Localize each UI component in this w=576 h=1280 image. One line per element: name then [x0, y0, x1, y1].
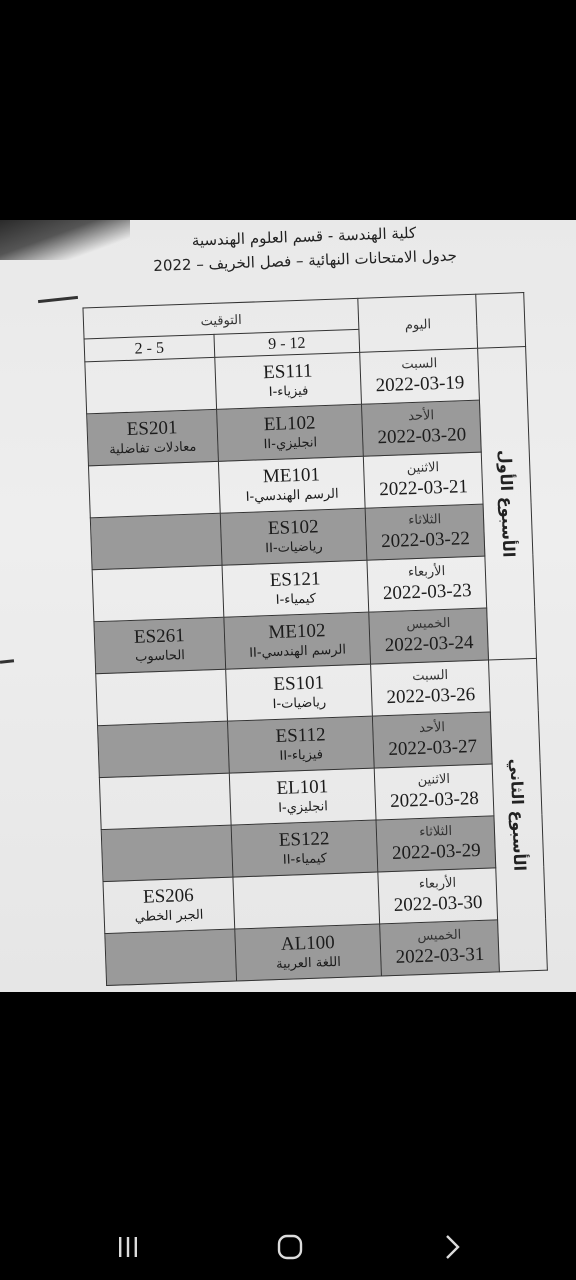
course-code — [94, 591, 223, 595]
course-code — [97, 695, 226, 699]
week2-label: الأسبوع الثاني — [506, 758, 530, 872]
course-name — [103, 851, 232, 855]
exam-date: 2022-03-29 — [391, 839, 482, 864]
course-code: ES101 — [273, 671, 325, 695]
course-name: فيزياء-I — [268, 383, 309, 400]
course-name — [101, 799, 230, 803]
course-name: معادلات تفاضلية — [108, 439, 197, 458]
course-name: الجبر الخطي — [134, 907, 204, 925]
exam-date: 2022-03-21 — [378, 475, 469, 500]
day-name: الأربعاء — [407, 563, 446, 580]
day-name: الثلاثاء — [408, 511, 442, 528]
course-code: ES121 — [269, 567, 321, 591]
afternoon-slot: 5 - 2 — [134, 339, 165, 358]
exam-schedule-table — [82, 292, 547, 986]
course-name: فيزياء-II — [279, 746, 324, 764]
exam-date: 2022-03-26 — [386, 683, 476, 708]
recents-icon — [116, 1236, 140, 1258]
exam-date: 2022-03-28 — [389, 787, 480, 812]
course-code: AL100 — [280, 931, 336, 955]
course-name — [99, 747, 228, 751]
back-button[interactable] — [432, 1230, 472, 1264]
day-name: الثلاثاء — [418, 823, 453, 840]
course-name: رياضيات-I — [272, 694, 327, 712]
course-name — [90, 487, 219, 491]
exam-date: 2022-03-24 — [384, 631, 474, 656]
course-code: ME101 — [262, 463, 321, 487]
course-code: EL102 — [263, 411, 316, 435]
exam-date: 2022-03-27 — [388, 735, 478, 760]
course-name: الرسم الهندسي-II — [248, 641, 347, 661]
course-name: كيمياء-II — [282, 850, 328, 868]
course-name: الرسم الهندسي-I — [245, 486, 339, 505]
course-name: كيمياء-I — [275, 590, 317, 608]
day-name: السبت — [412, 667, 449, 684]
schedule-title: جدول الامتحانات النهائية – فصل الخريف – 2022 — [153, 246, 458, 275]
day-name: الأربعاء — [418, 875, 457, 892]
day-name: السبت — [401, 355, 438, 372]
exam-date: 2022-03-30 — [393, 891, 483, 916]
course-code: ES122 — [278, 827, 330, 851]
course-name: الحاسوب — [134, 647, 186, 665]
exam-date: 2022-03-23 — [382, 579, 472, 604]
course-name: انجليزي-II — [263, 434, 318, 452]
course-code: ES111 — [262, 359, 313, 383]
course-name: رياضيات-II — [265, 538, 323, 556]
day-header-cell — [358, 294, 478, 352]
android-nav-bar — [0, 1200, 576, 1280]
course-code — [90, 487, 219, 491]
day-name: الأحد — [407, 407, 435, 424]
exam-date: 2022-03-31 — [395, 943, 485, 968]
day-name: الاثنين — [406, 459, 440, 476]
course-code: EL101 — [276, 775, 329, 799]
course-name — [92, 539, 221, 543]
course-name — [106, 955, 235, 959]
day-name: الخميس — [406, 615, 451, 632]
morning-slot: 12 - 9 — [267, 334, 306, 353]
day-name: الخميس — [417, 927, 462, 944]
course-name — [94, 591, 223, 595]
course-code — [101, 799, 230, 803]
course-name: اللغة العربية — [275, 954, 342, 972]
course-name — [86, 383, 215, 387]
course-code — [234, 898, 379, 903]
course-code — [86, 383, 215, 387]
timing-header: التوقيت — [200, 312, 242, 329]
schedule-page — [0, 220, 576, 992]
exam-date: 2022-03-22 — [380, 527, 471, 552]
course-code: ES206 — [142, 884, 195, 908]
course-code: ES261 — [133, 624, 186, 648]
course-code: ES201 — [126, 416, 178, 440]
course-code — [106, 955, 235, 959]
back-icon — [442, 1234, 462, 1260]
document-photo — [0, 220, 576, 992]
home-icon — [277, 1234, 303, 1260]
home-button[interactable] — [270, 1230, 310, 1264]
week1-label: الأسبوع الأول — [495, 449, 519, 558]
exam-date: 2022-03-19 — [375, 371, 465, 396]
day-name: الأحد — [418, 719, 446, 736]
course-code: ES112 — [275, 723, 326, 747]
course-code: ME102 — [268, 619, 326, 643]
faculty-title: كلية الهندسة - قسم العلوم الهندسية — [191, 223, 417, 250]
course-name: انجليزي-I — [277, 798, 329, 816]
exam-date: 2022-03-20 — [377, 423, 467, 448]
course-name — [97, 695, 226, 699]
day-header: اليوم — [404, 317, 432, 334]
course-name — [234, 898, 379, 903]
course-code — [92, 539, 221, 543]
recents-button[interactable] — [108, 1230, 148, 1264]
course-code — [103, 851, 232, 855]
day-name: الاثنين — [417, 771, 451, 788]
course-code: ES102 — [267, 515, 319, 539]
course-code — [99, 747, 228, 751]
week-header-cell — [476, 293, 526, 349]
